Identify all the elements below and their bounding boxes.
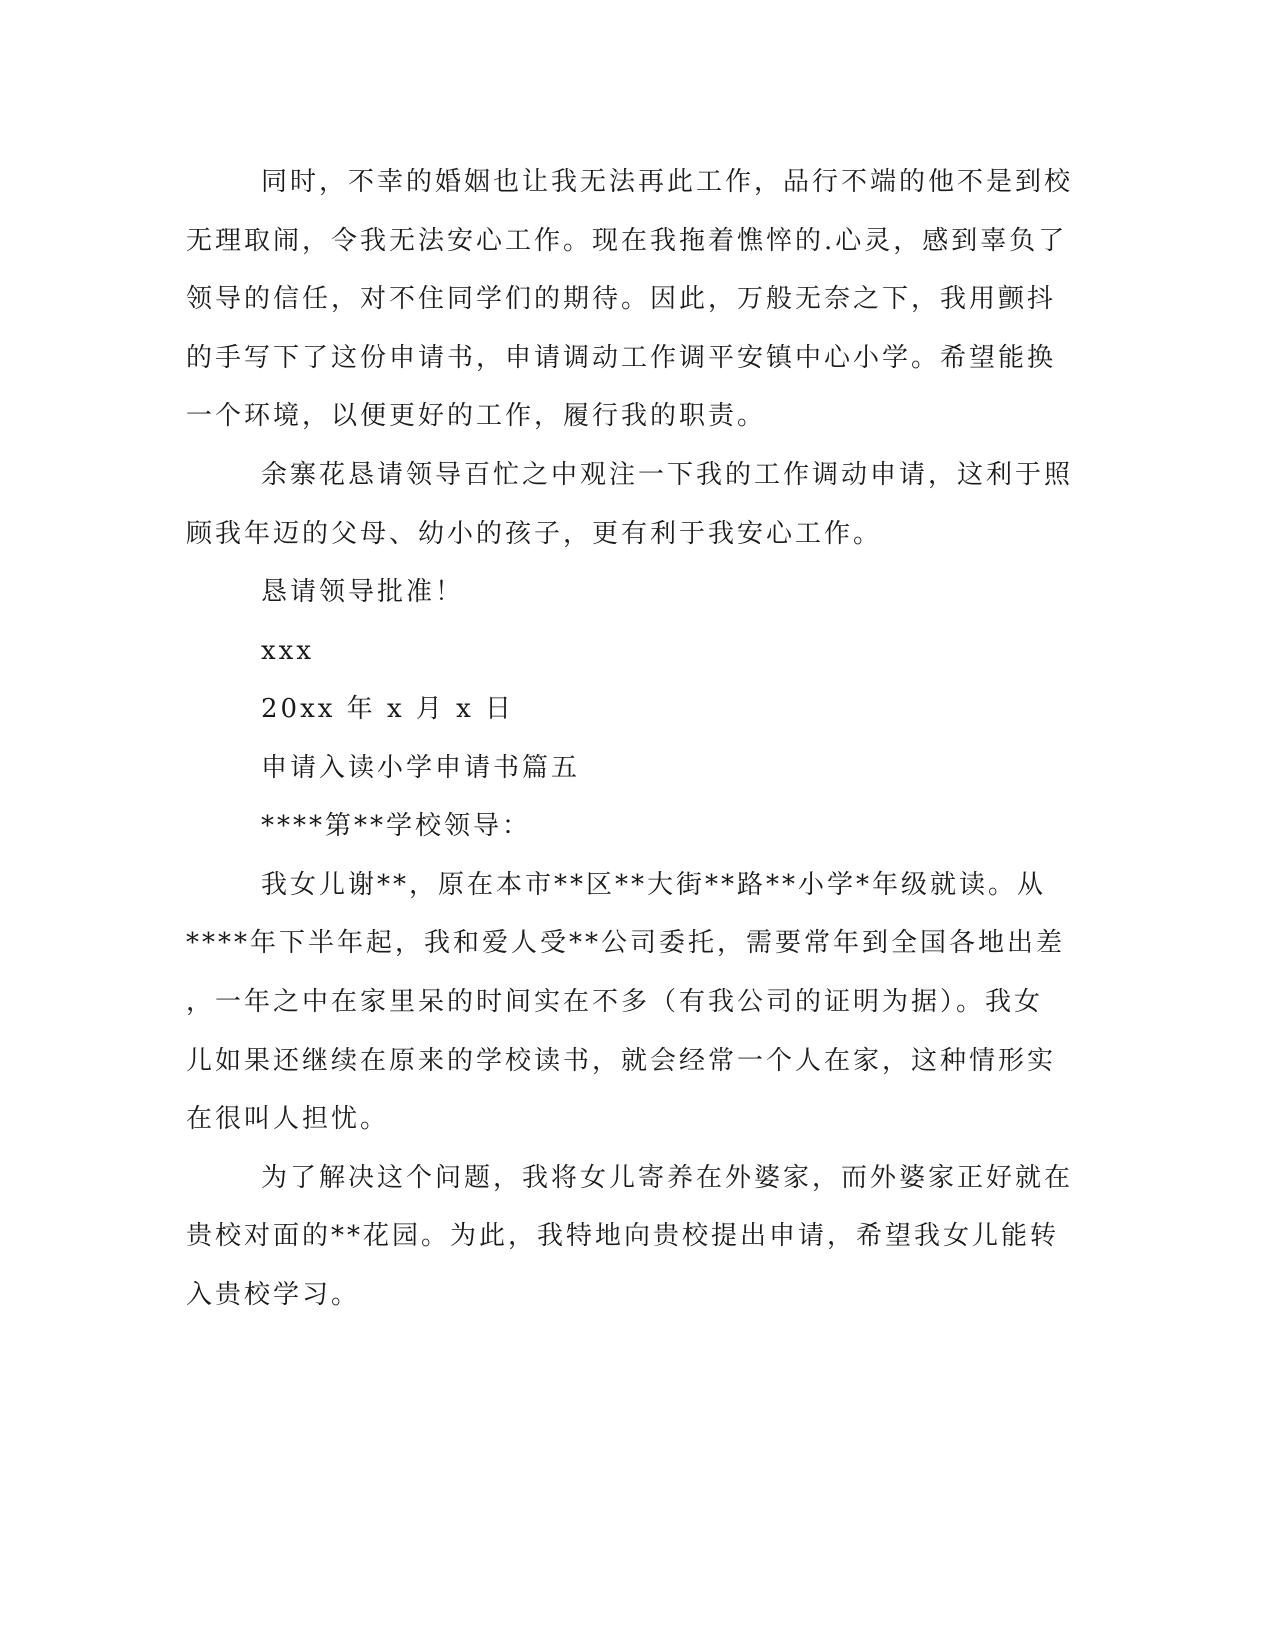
text-line: 同时，不幸的婚姻也让我无法再此工作，品行不端的他不是到校 [261,167,1074,197]
text-line: 的手写下了这份申请书，申请调动工作调平安镇中心小学。希望能换 [186,343,1057,373]
text-line: 一个环境，以便更好的工作，履行我的职责。 [186,401,767,431]
section-heading: 申请入读小学申请书篇五 [261,753,581,783]
text-line: 儿如果还继续在原来的学校读书，就会经常一个人在家，这种情形实 [186,1046,1057,1076]
text-line: 入贵校学习。 [186,1280,361,1310]
text-line: 领导的信任，对不住同学们的期待。因此，万般无奈之下，我用颤抖 [186,284,1057,314]
date-line: 20xx 年 x 月 x 日 [261,694,515,724]
text-line: 贵校对面的**花园。为此，我特地向贵校提出申请，希望我女儿能转 [186,1221,1060,1251]
text-line: 恳请领导批准！ [261,577,465,607]
text-line: 我女儿谢**，原在本市**区**大街**路**小学*年级就读。从 [261,870,1047,900]
signature-name: xxx [261,636,314,666]
text-line: 无理取闹，令我无法安心工作。现在我拖着憔悴的.心灵，感到辜负了 [186,226,1068,256]
text-line: 余寨花恳请领导百忙之中观注一下我的工作调动申请，这利于照 [261,460,1074,490]
text-line: 为了解决这个问题，我将女儿寄养在外婆家，而外婆家正好就在 [261,1163,1074,1193]
salutation: ****第**学校领导： [261,811,532,841]
text-line: ****年下半年起，我和爱人受**公司委托，需要常年到全国各地出差 [186,928,1066,958]
text-line: ，一年之中在家里呆的时间实在不多（有我公司的证明为据）。我女 [186,987,1044,1017]
text-line: 顾我年迈的父母、幼小的孩子，更有利于我安心工作。 [186,519,883,549]
text-line: 在很叫人担忧。 [186,1104,390,1134]
